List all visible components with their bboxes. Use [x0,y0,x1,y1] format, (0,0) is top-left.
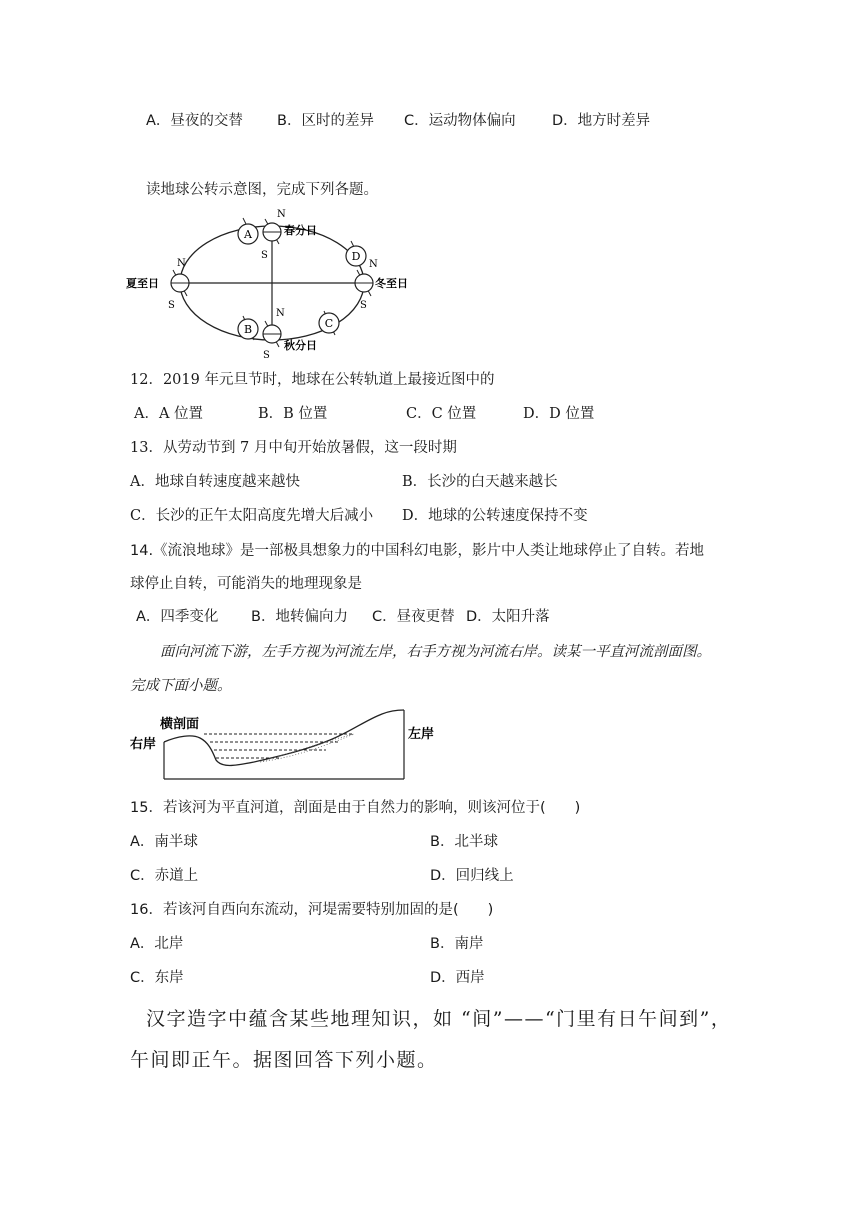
q13-stem: 13．从劳动节到 7 月中旬开始放暑假，这一段时期 [130,440,457,456]
q16-option-c: C．东岸 [130,970,184,986]
winter-n-label: N [369,259,378,270]
position-b [238,316,258,340]
river-intro-line1: 面向河流下游，左手方视为河流左岸，右手方视为河流右岸。读某一平直河流剖面图。 [160,644,711,660]
spring-label: 春分日 [284,224,317,237]
svg-text:B: B [243,323,253,336]
q14-option-b: B．地转偏向力 [251,609,348,625]
q14-stem-line1: 14.《流浪地球》是一部极具想象力的中国科幻电影，影片中人类让地球停止了自转。若地 [130,543,705,559]
q13-option-d: D．地球的公转速度保持不变 [402,508,588,524]
river-cross-section [130,708,440,783]
q12-option-b: B．B 位置 [258,406,328,422]
left-bank-label: 左岸 [408,727,435,742]
q14-stem-line2: 球停止自转，可能消失的地理现象是 [130,576,362,592]
q16-stem: 16．若该河自西向东流动，河堤需要特别加固的是( ) [130,902,494,918]
right-bank-label: 右岸 [130,737,157,752]
q11-option-a: A．昼夜的交替 [146,113,243,129]
q14-option-a: A．四季变化 [136,609,219,625]
q15-option-c: C．赤道上 [130,868,199,884]
q11-option-d: D．地方时差异 [552,113,651,129]
q12-stem: 12．2019 年元旦节时，地球在公转轨道上最接近图中的 [130,372,495,388]
q14-option-c: C．昼夜更替 [372,609,455,625]
summer-s-label: S [168,300,175,311]
q13-option-c: C．长沙的正午太阳高度先增大后减小 [130,508,374,524]
q12-option-a: A．A 位置 [134,406,204,422]
autumn-n-label: N [276,308,285,319]
spring-globe [263,219,281,244]
q15-stem: 15．若该河为平直河道，剖面是由于自然力的影响，则该河位于( ) [130,800,581,816]
q12-option-c: C．C 位置 [406,406,477,422]
winter-label: 冬至日 [375,277,408,290]
orbit-diagram [126,208,426,358]
q13-option-b: B．长沙的白天越来越长 [402,474,558,490]
q15-option-a: A．南半球 [130,834,198,850]
summer-n-label: N [177,258,186,269]
position-d [346,241,366,266]
chars-intro-line2: 午间即正午。据图回答下列小题。 [130,1049,438,1071]
orbit-intro: 读地球公转示意图，完成下列各题。 [146,182,378,198]
winter-s-label: S [360,300,367,311]
summer-label: 夏至日 [126,277,159,290]
autumn-globe [263,321,281,347]
position-a [238,218,258,244]
spring-n-label: N [277,209,286,220]
q15-option-d: D．回归线上 [430,868,514,884]
q11-option-c: C．运动物体偏向 [404,113,516,129]
svg-text:C: C [324,317,334,330]
q14-option-d: D．太阳升落 [466,609,550,625]
winter-globe [355,270,373,296]
river-title: 横剖面 [160,717,200,732]
river-intro-line2: 完成下面小题。 [130,678,232,694]
q11-option-b: B．区时的差异 [277,113,374,129]
summer-globe [171,270,189,296]
q16-option-d: D．西岸 [430,970,485,986]
spring-s-label: S [261,250,268,261]
svg-text:A: A [244,228,252,241]
q15-option-b: B．北半球 [430,834,498,850]
chars-intro-line1: 汉字造字中蕴含某些地理知识，如 “间”——“门里有日午间到”， [146,1008,732,1030]
autumn-s-label: S [263,350,270,358]
svg-text:D: D [351,250,361,263]
q16-option-a: A．北岸 [130,936,184,952]
q16-option-b: B．南岸 [430,936,484,952]
q13-option-a: A．地球自转速度越来越快 [130,474,300,490]
q12-option-d: D．D 位置 [523,406,595,422]
autumn-label: 秋分日 [284,339,317,352]
